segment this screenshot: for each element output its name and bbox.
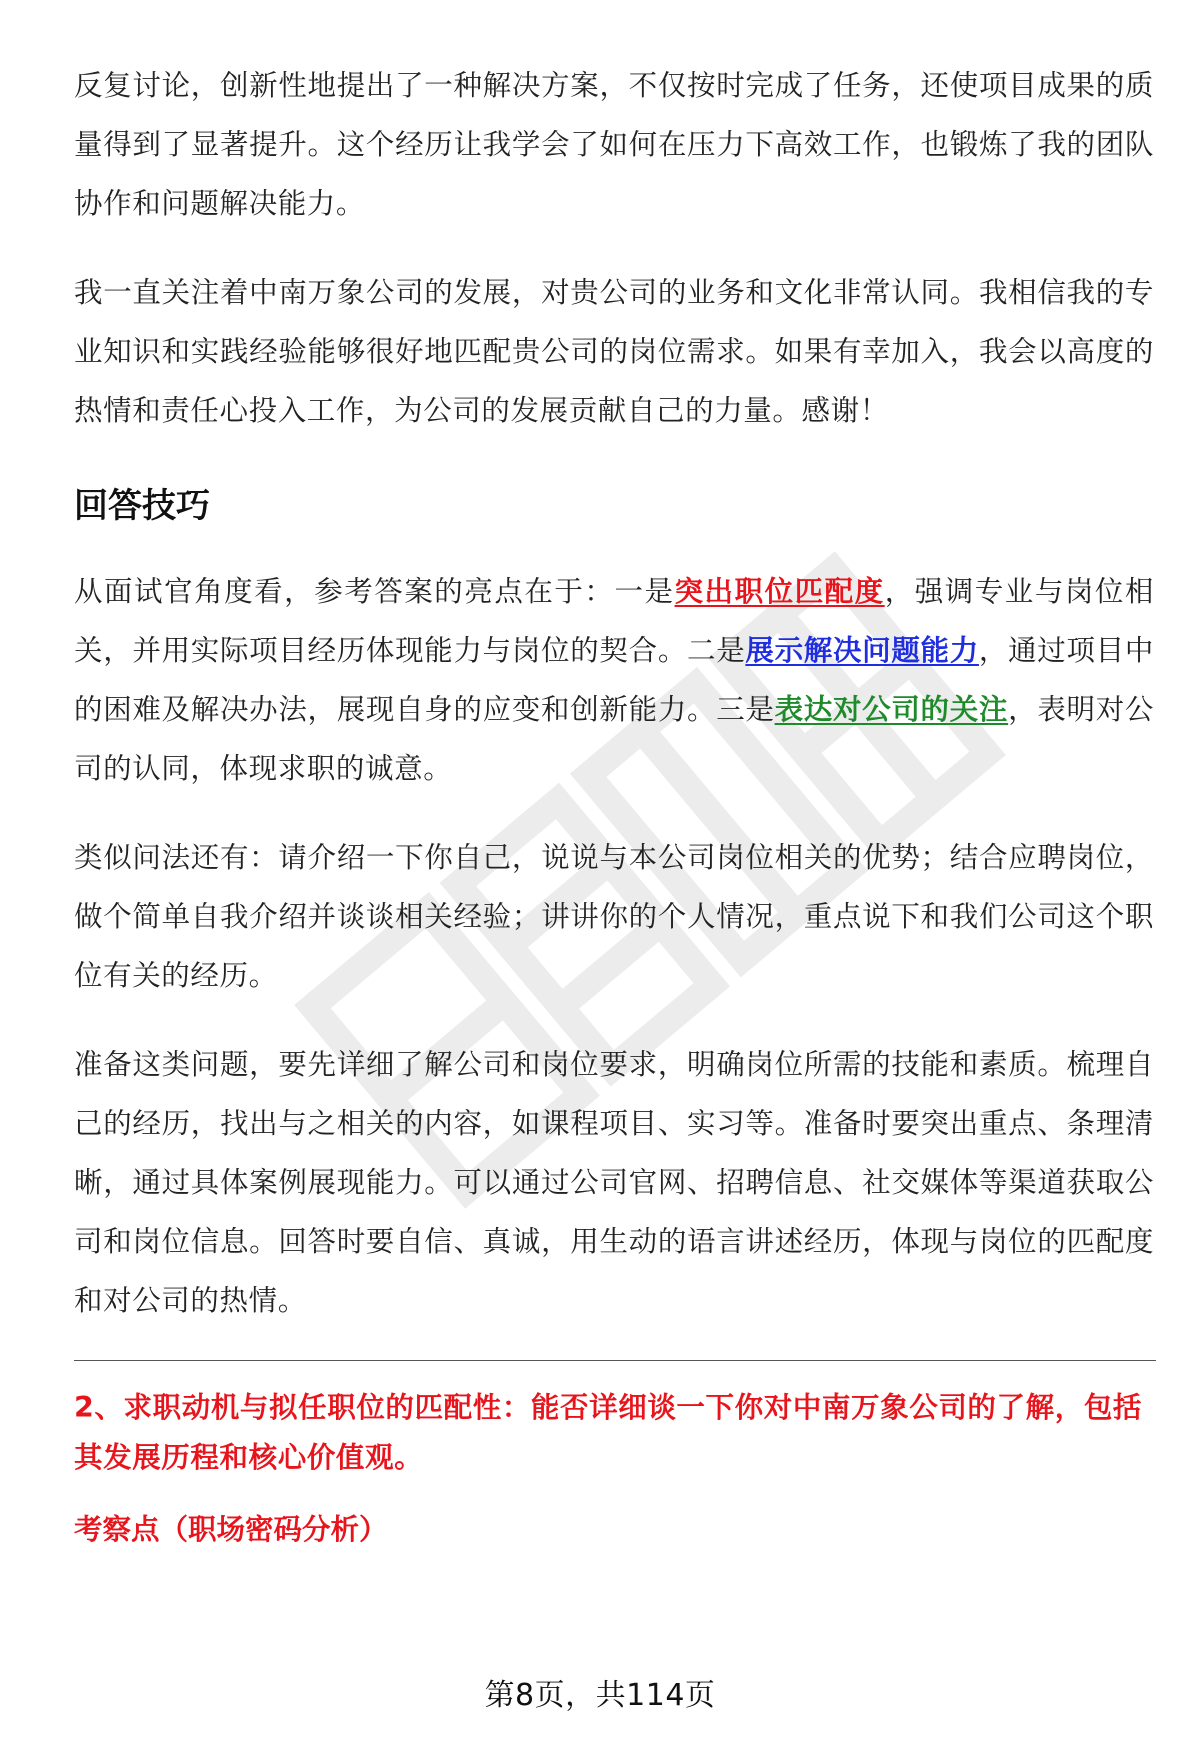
tips-text: ，表明对公司的认同，体现求职的诚意。 bbox=[74, 693, 1154, 785]
tips-text: ，强调专业与岗位相关，并用实际项目经历体现能力与岗位的契合。二是 bbox=[74, 575, 1155, 667]
page-footer: 第8页，共114页 bbox=[484, 1678, 716, 1713]
tips-text: 从面试官角度看，参考答案的亮点在于：一是 bbox=[74, 575, 675, 608]
highlight-company-interest: 表达对公司的关注 bbox=[774, 693, 1009, 726]
section-divider bbox=[74, 1360, 1156, 1361]
document-body bbox=[74, 56, 1154, 1555]
body-paragraph: 准备这类问题，要先详细了解公司和岗位要求，明确岗位所需的技能和素质。梳理自己的经历，找出与之相关的内容，如课程项目、实习等。准备时要突出重点、条理清晰，通过具体案例展现能力。可以通过公司官网、招聘信息、社交媒体等渠道获取公司和岗位信息。回答时要自信、真诚，用生动的语言讲述经历，体现与岗位的匹配度和对公司的热情。 bbox=[74, 1048, 1154, 1317]
section-heading: 回答技巧 bbox=[74, 486, 210, 526]
body-paragraph: 我一直关注着中南万象公司的发展，对贵公司的业务和文化非常认同。我相信我的专业知识和实践经验能够很好地匹配贵公司的岗位需求。如果有幸加入，我会以高度的热情和责任心投入工作，为公司的发展贡献自己的力量。感谢！ bbox=[74, 276, 1154, 427]
analysis-subheading: 考察点（职场密码分析） bbox=[74, 1513, 388, 1546]
highlight-problem-solving: 展示解决问题能力 bbox=[745, 634, 979, 667]
tips-text: ，通过项目中的困难及解决办法，展现自身的应变和创新能力。三是 bbox=[74, 634, 1154, 726]
body-paragraph: 类似问法还有：请介绍一下你自己，说说与本公司岗位相关的优势；结合应聘岗位，做个简单自我介绍并谈谈相关经验；讲讲你的个人情况，重点说下和我们公司这个职位有关的经历。 bbox=[74, 841, 1154, 992]
tips-paragraph bbox=[74, 562, 1154, 798]
highlight-job-match: 突出职位匹配度 bbox=[674, 575, 885, 608]
question-title: 2、求职动机与拟任职位的匹配性：能否详细谈一下你对中南万象公司的了解，包括其发展历程和核心价值观。 bbox=[74, 1391, 1143, 1474]
body-paragraph: 反复讨论，创新性地提出了一种解决方案，不仅按时完成了任务，还使项目成果的质量得到了显著提升。这个经历让我学会了如何在压力下高效工作，也锻炼了我的团队协作和问题解决能力。 bbox=[74, 69, 1154, 220]
